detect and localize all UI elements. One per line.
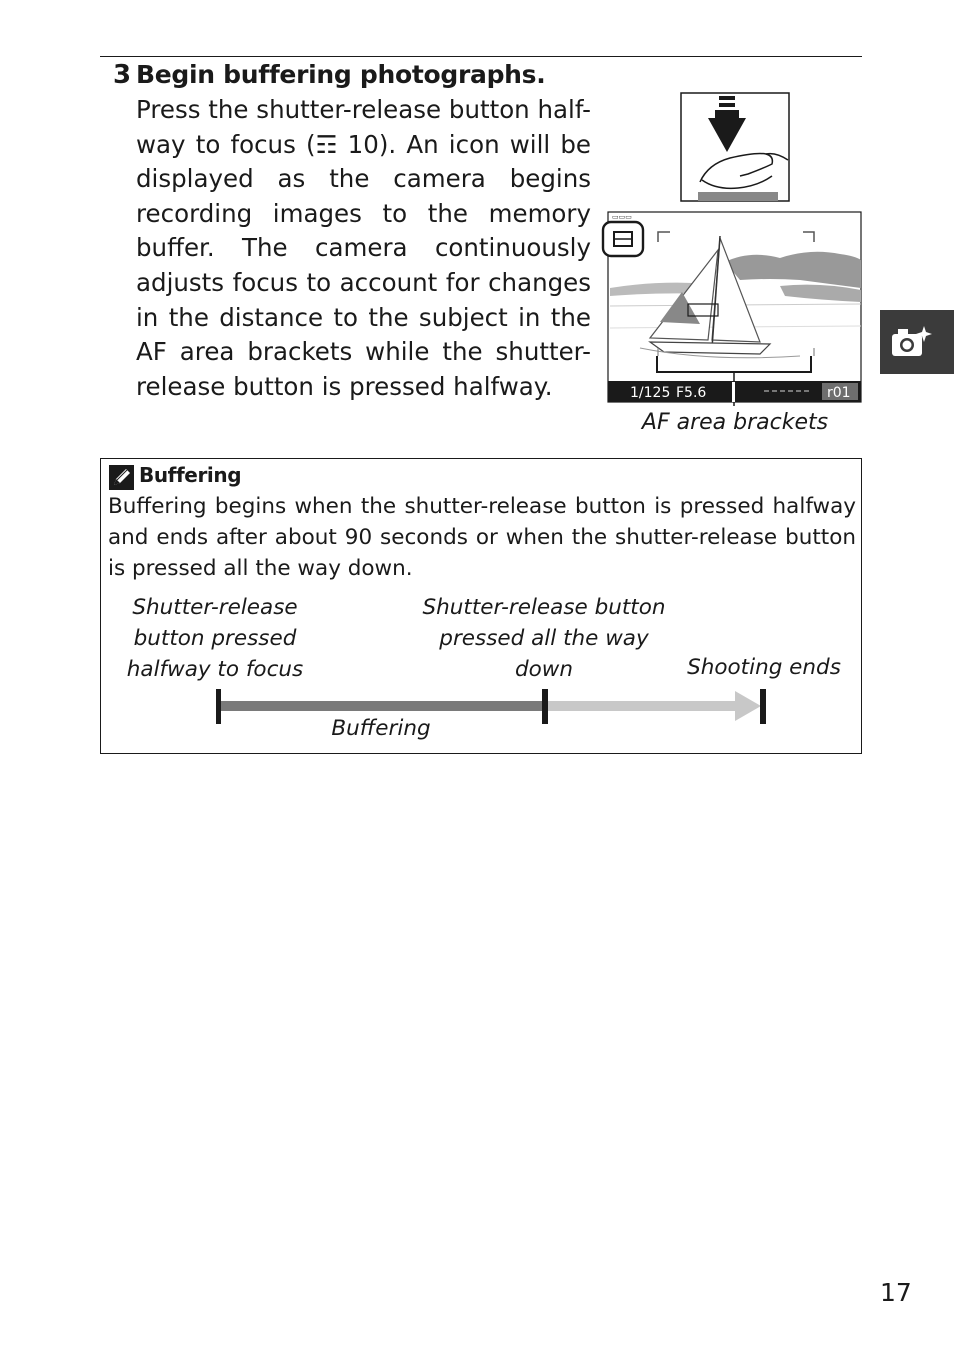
frame-count: r01	[827, 385, 851, 401]
middle-tick	[542, 689, 548, 724]
post-buffer-arrow	[545, 691, 761, 721]
camera-sparkle-icon	[890, 324, 932, 360]
svg-text:▭▭▭: ▭▭▭	[612, 213, 632, 221]
buffering-segment	[219, 701, 545, 711]
buffering-timeline	[101, 679, 861, 729]
end-tick	[760, 689, 766, 724]
shutter-press-illustration	[680, 92, 790, 202]
timeline-start-label: Shutter-release button pressed halfway to focus	[126, 595, 304, 682]
pencil-icon	[109, 465, 134, 490]
note-body: Buffering begins when the shutter-release button is pressed halfway and ends after about 90 seconds or when the shutter-release button is pressed all the way down.	[108, 494, 856, 581]
start-tick	[216, 689, 221, 724]
timeline-middle-label: Shutter-release button pressed all the way down	[422, 595, 666, 682]
page-number: 17	[880, 1278, 912, 1307]
af-area-brackets-caption: AF area brackets	[641, 410, 829, 435]
top-rule	[100, 56, 862, 57]
buffering-segment-label: Buffering	[331, 716, 431, 741]
chapter-tab	[880, 310, 954, 374]
step-body: Press the shutter-release button half-way to focus (☶ 10). An icon will be displayed as the camera begins recording images to the memory buffer. The camera continuously adjusts focus to account for changes in the distance to the subject in the AF area brackets while the shutter-release button is pressed halfway.	[136, 95, 591, 401]
shutter-speed: 1/125	[630, 385, 671, 401]
viewfinder-display	[600, 210, 862, 406]
step-title: Begin buffering photographs.	[136, 60, 546, 89]
step-number: 3	[113, 60, 132, 90]
buffering-note	[100, 458, 862, 754]
note-title: Buffering	[139, 463, 242, 487]
timeline-end-label: Shooting ends	[687, 655, 841, 680]
aperture: F5.6	[676, 385, 707, 401]
